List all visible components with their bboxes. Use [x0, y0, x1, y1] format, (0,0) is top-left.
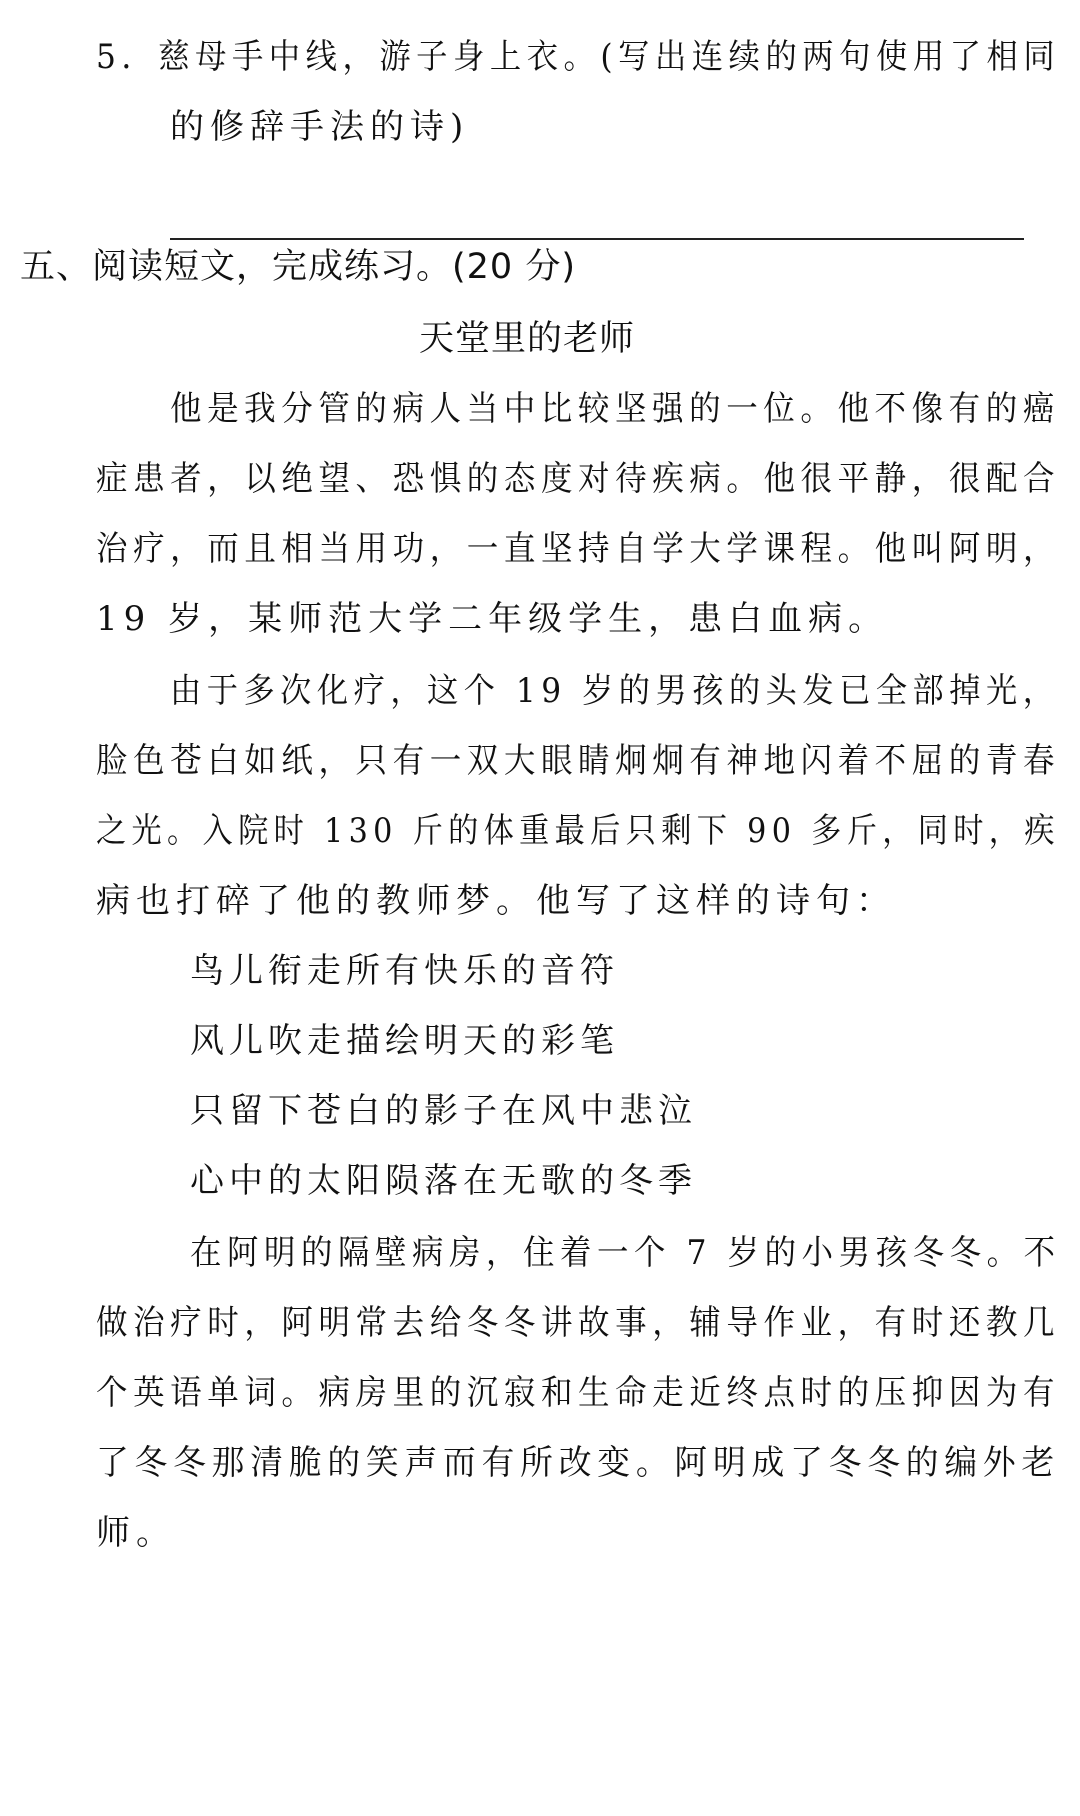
poem-line: 鸟儿衔走所有快乐的音符	[190, 951, 619, 991]
paragraph-line: 脸色苍白如纸，只有一双大眼睛炯炯有神地闪着不屈的青春	[96, 741, 1061, 781]
paragraph-line: 治疗，而且相当用功，一直坚持自学大学课程。他叫阿明，	[96, 529, 1061, 569]
poem-line: 只留下苍白的影子在风中悲泣	[190, 1091, 697, 1131]
question-5-line-2: 的修辞手法的诗)	[170, 107, 470, 147]
paragraph-line: 在阿明的隔壁病房，住着一个 7 岁的小男孩冬冬。不	[190, 1233, 1061, 1273]
paragraph-line: 他是我分管的病人当中比较坚强的一位。他不像有的癌	[170, 389, 1060, 429]
section-heading: 五、阅读短文，完成练习。(20 分)	[20, 247, 576, 287]
paragraph-line: 个英语单词。病房里的沉寂和生命走近终点时的压抑因为有	[96, 1373, 1061, 1413]
paragraph-line: 了冬冬那清脆的笑声而有所改变。阿明成了冬冬的编外老	[96, 1443, 1060, 1483]
poem-line: 风儿吹走描绘明天的彩笔	[190, 1021, 619, 1061]
paragraph-line: 师。	[96, 1513, 176, 1553]
question-5-line-1: 5．慈母手中线，游子身上衣。(写出连续的两句使用了相同	[96, 37, 1061, 77]
paragraph-line: 由于多次化疗，这个 19 岁的男孩的头发已全部掉光，	[170, 671, 1060, 711]
answer-blank-line	[170, 238, 1024, 240]
poem-line: 心中的太阳陨落在无歌的冬季	[190, 1161, 697, 1201]
paragraph-line: 病也打碎了他的教师梦。他写了这样的诗句：	[96, 881, 896, 921]
passage-title: 天堂里的老师	[419, 319, 636, 359]
paragraph-line: 做治疗时，阿明常去给冬冬讲故事，辅导作业，有时还教几	[96, 1303, 1061, 1343]
paragraph-line: 之光。入院时 130 斤的体重最后只剩下 90 多斤，同时，疾	[96, 811, 1060, 851]
paragraph-line: 19 岁，某师范大学二年级学生，患白血病。	[96, 599, 889, 639]
paragraph-line: 症患者，以绝望、恐惧的态度对待疾病。他很平静，很配合	[96, 459, 1061, 499]
